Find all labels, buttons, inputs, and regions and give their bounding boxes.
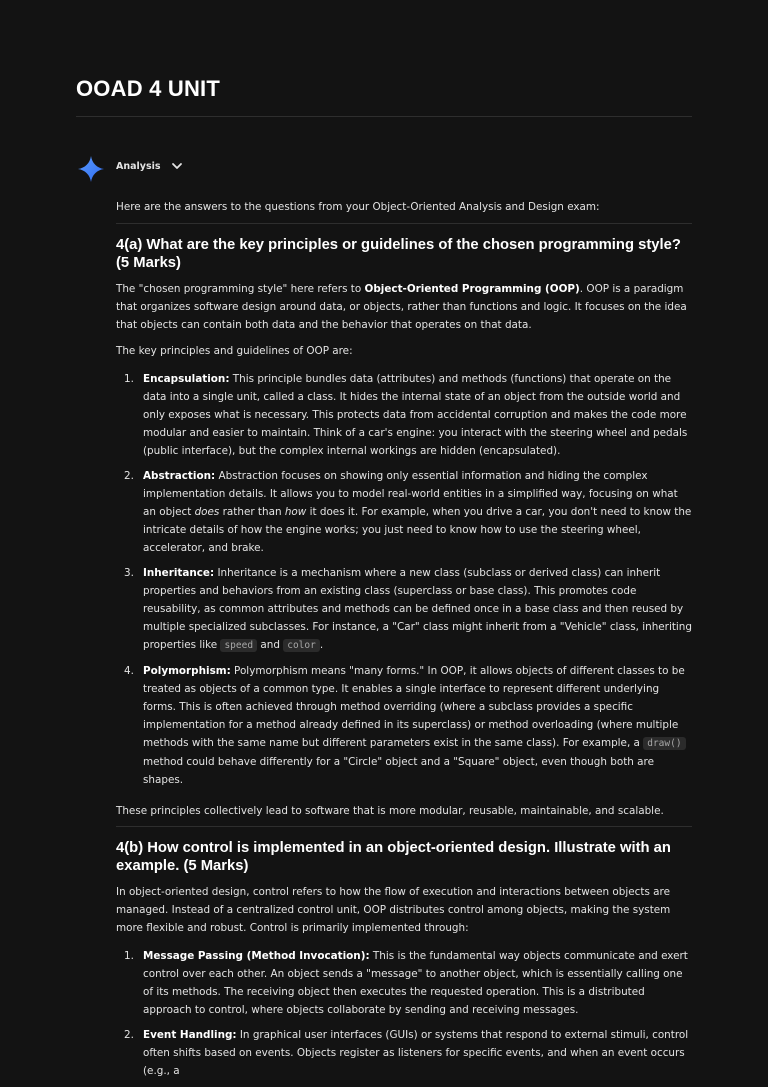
section-4b-paragraph: In object-oriented design, control refers to how the flow of execution and interactions between objects are managed. Instead of a centralized control unit, OOP distributes control among objects, making the system more flexible and robust. Control is primarily implemented through: [116, 886, 671, 934]
section-divider [116, 223, 692, 224]
section-4a-heading: 4(a) What are the key principles or guidelines of the chosen programming style? (5 Marks) [116, 237, 681, 271]
list-item [116, 564, 692, 655]
list-item-text: . [319, 639, 324, 651]
principles-list [116, 370, 692, 789]
list-item-text: This is the fundamental way objects communicate and exert control over each other. An object sends a "message" to another object, which is essentially calling one of its methods. The receiving object then executes the requested operation. This is a distributed approach to control, where objects collaborate by sending and receiving messages. [143, 950, 688, 1016]
list-item-text: method could behave differently for a "Circle" object and a "Square" object, even though both are shapes. [143, 756, 654, 786]
list-item [116, 370, 692, 460]
section-4b [116, 839, 692, 1080]
inline-code: speed [220, 639, 257, 652]
section-4a-lead: The key principles and guidelines of OOP are: [116, 345, 353, 357]
section-4a [116, 236, 692, 820]
list-item-text: Polymorphism means "many forms." In OOP, it allows objects of different classes to be treated as objects of a common type. It enables a single interface to represent different underlying forms. This is often achieved through method overriding (where a subclass provides a specific implementation for a method already defined in its superclass) or method overloading (where multiple methods with the same name but different parameters exist in the same class). For example, a [143, 665, 685, 749]
analysis-label: Analysis [116, 160, 161, 172]
list-item-number: 4. [124, 665, 134, 677]
analysis-toggle[interactable] [116, 160, 183, 172]
page-title: OOAD 4 UNIT [76, 76, 220, 101]
list-item-title: Abstraction: [143, 470, 216, 482]
section-4a-closing: These principles collectively lead to software that is more modular, reusable, maintainable, and scalable. [116, 805, 664, 817]
paragraph-strong: Object-Oriented Programming (OOP) [364, 283, 580, 295]
section-divider [116, 826, 692, 827]
list-item-number: 3. [124, 567, 134, 579]
section-4a-paragraph [116, 280, 692, 334]
paragraph-text: . OOP is a paradigm that organizes software design around data, or objects, rather than functions and logic. It focuses on the idea that objects can contain both data and the behavior that operates on that data. [116, 283, 687, 331]
control-list [116, 947, 692, 1080]
list-item-title: Polymorphism: [143, 665, 231, 677]
inline-code: draw() [643, 737, 685, 750]
list-item-number: 1. [124, 950, 134, 962]
chevron-down-icon [171, 160, 183, 172]
list-item-number: 2. [124, 1029, 134, 1041]
list-item [116, 1026, 692, 1080]
paragraph-text: The "chosen programming style" here refers to [116, 283, 365, 295]
list-item-emphasis: does [194, 506, 220, 518]
list-item-text: Inheritance is a mechanism where a new class (subclass or derived class) can inherit properties and behaviors from an existing class (superclass or base class). This promotes code reusability, as common attributes and methods can be defined once in a base class and then reused by multiple specialized subclasses. For instance, a "Car" class might inherit from a "Vehicle" class, inheriting properties like [143, 567, 692, 651]
response-intro: Here are the answers to the questions from your Object-Oriented Analysis and Design exam: [116, 201, 600, 213]
inline-code: color [283, 639, 320, 652]
list-item [116, 662, 692, 789]
list-item-title: Message Passing (Method Invocation): [143, 950, 370, 962]
list-item-text: rather than [219, 506, 285, 518]
list-item-title: Event Handling: [143, 1029, 237, 1041]
list-item-emphasis: how [284, 506, 307, 518]
gemini-sparkle-icon [78, 156, 104, 182]
list-item-text: and [257, 639, 284, 651]
list-item-number: 1. [124, 373, 134, 385]
list-item-text: it does it. For example, when you drive a car, you don't need to know the intricate details of how the engine works; you just need to know how to use the steering wheel, accelerator, and brake. [143, 506, 692, 554]
title-divider [76, 116, 692, 117]
section-4b-heading: 4(b) How control is implemented in an object-oriented design. Illustrate with an example. (5 Marks) [116, 840, 671, 874]
list-item-text: Abstraction focuses on showing only essential information and hiding the complex implementation details. It allows you to model real-world entities in a simplified way, focusing on what an object [143, 470, 678, 518]
list-item-title: Encapsulation: [143, 373, 230, 385]
response-content [116, 198, 692, 1087]
list-item [116, 947, 692, 1019]
list-item-title: Inheritance: [143, 567, 215, 579]
list-item-text: This principle bundles data (attributes) and methods (functions) that operate on the data into a single unit, called a class. It hides the internal state of an object from the outside world and only exposes what is necessary. This protects data from accidental corruption and makes the code more modular and easier to maintain. Think of a car's engine: you interact with the steering wheel and pedals (public interface), but the complex internal workings are hidden (encapsulated). [143, 373, 688, 457]
list-item [116, 467, 692, 557]
list-item-number: 2. [124, 470, 134, 482]
list-item-text: In graphical user interfaces (GUIs) or systems that respond to external stimuli, control often shifts based on events. Objects register as listeners for specific events, and when an event occurs (e.g., a [143, 1029, 689, 1077]
